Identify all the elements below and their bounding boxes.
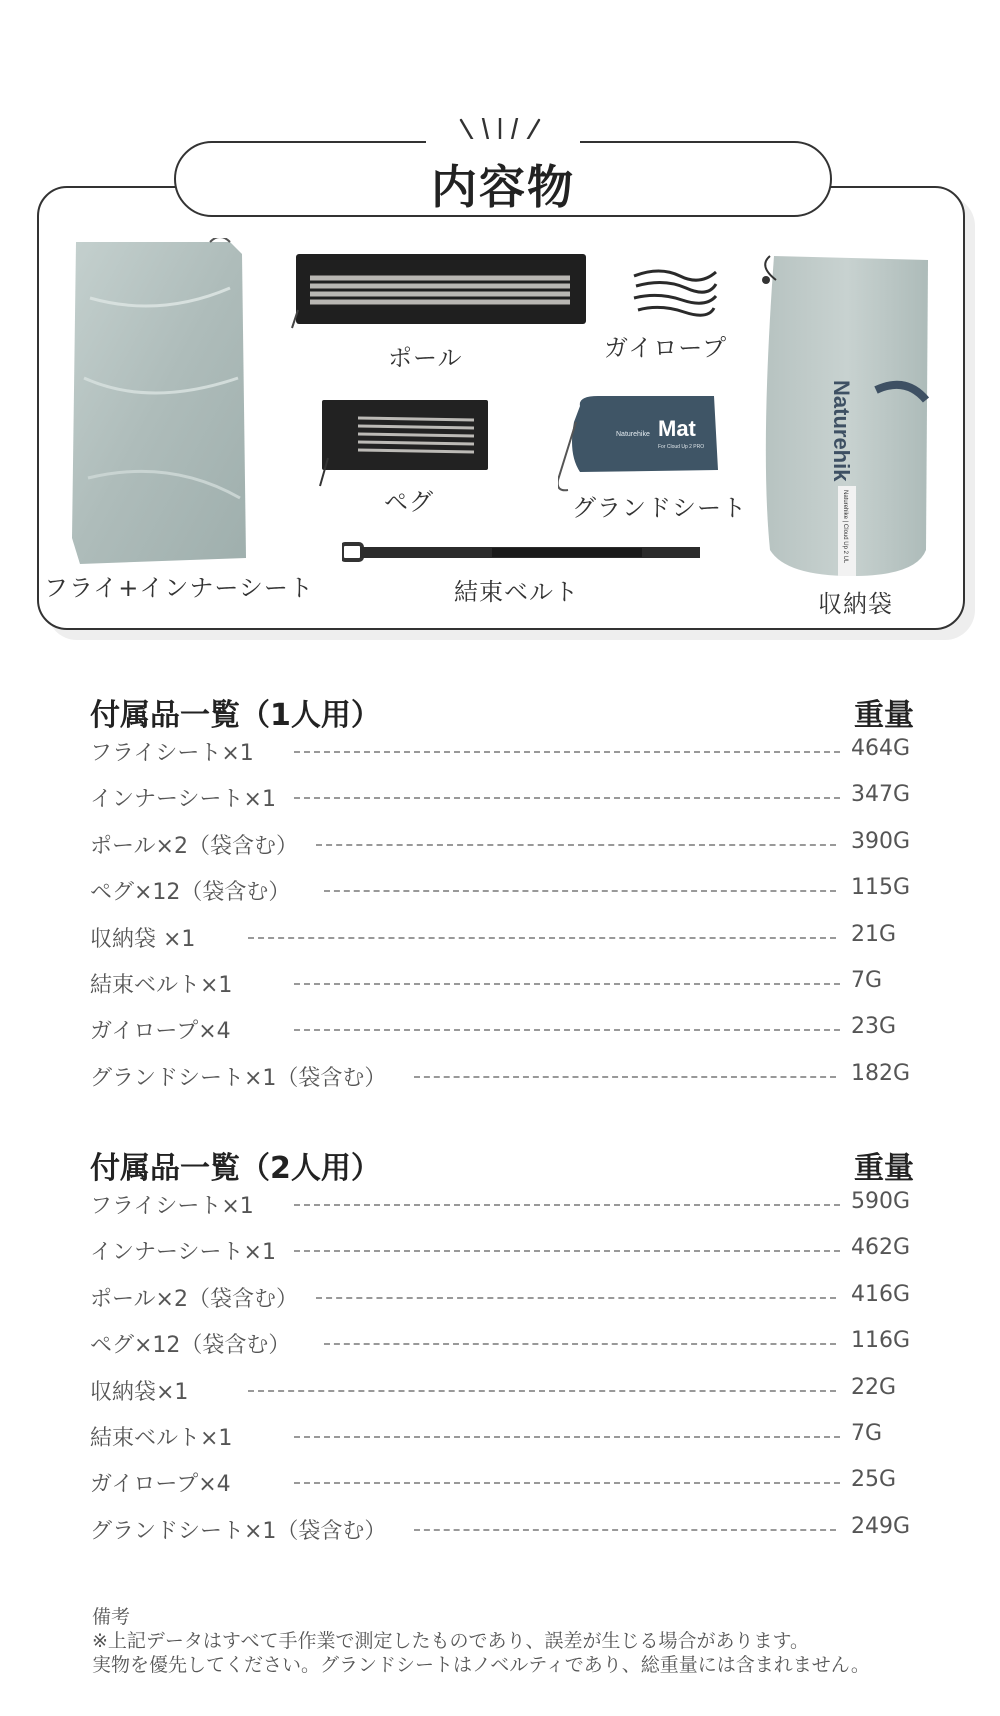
list-row <box>90 1421 914 1467</box>
weight-header: 重量 <box>854 698 914 733</box>
dotted-leader <box>248 937 836 939</box>
item-name: ガイロープ×4 <box>90 1014 231 1045</box>
list-row <box>90 1514 914 1560</box>
ground-sheet-label: グランドシート <box>572 494 747 522</box>
item-weight: 416G <box>851 1281 911 1307</box>
peg-label: ペグ <box>384 488 434 516</box>
pole-label: ポール <box>388 344 463 372</box>
dotted-leader <box>248 1390 836 1392</box>
notes-line-2: 実物を優先してください。グランドシートはノベルティであり、総重量には含まれません。 <box>92 1654 870 1676</box>
item-weight: 7G <box>851 1420 883 1446</box>
fly-inner-sheet-label: フライ+インナーシート <box>44 574 314 602</box>
item-weight: 249G <box>851 1513 911 1539</box>
dotted-leader <box>316 1297 836 1299</box>
notes <box>92 1605 870 1677</box>
item-name: 結束ベルト×1 <box>90 968 232 999</box>
list-row <box>90 1061 914 1107</box>
dotted-leader <box>294 751 840 753</box>
item-name: 収納袋 ×1 <box>90 922 195 953</box>
mat-title: Mat <box>658 416 696 441</box>
notes-heading: 備考 <box>92 1606 131 1628</box>
item-weight: 462G <box>851 1235 911 1261</box>
item-weight: 25G <box>851 1467 897 1493</box>
list-row <box>90 782 914 828</box>
item-weight: 182G <box>851 1060 911 1086</box>
item-name: グランドシート×1（袋含む） <box>90 1061 386 1092</box>
dotted-leader <box>294 1250 840 1252</box>
item-name: ポール×2（袋含む） <box>90 1282 298 1313</box>
list-row <box>90 922 914 968</box>
list-row <box>90 1235 914 1281</box>
dotted-leader <box>316 844 836 846</box>
pole-image <box>290 250 588 330</box>
bag-tag: Naturehike | Cloud Up 2 UL <box>842 490 848 564</box>
dotted-leader <box>294 1204 840 1206</box>
guy-rope-label: ガイロープ <box>604 334 728 362</box>
ground-sheet-image <box>558 392 726 496</box>
item-name: フライシート×1 <box>90 736 254 767</box>
dotted-leader <box>294 1482 840 1484</box>
list-header <box>90 690 914 736</box>
mat-brand: Naturehike <box>616 431 650 438</box>
item-name: ポール×2（袋含む） <box>90 829 298 860</box>
dotted-leader <box>294 983 840 985</box>
fly-inner-sheet-image <box>70 238 252 568</box>
belt-image <box>342 538 704 568</box>
list-title: 付属品一覧（2人用） <box>90 1151 381 1186</box>
list-row <box>90 829 914 875</box>
guy-rope-image <box>630 262 720 322</box>
list-row <box>90 968 914 1014</box>
list-row <box>90 1282 914 1328</box>
item-weight: 22G <box>851 1374 897 1400</box>
item-name: インナーシート×1 <box>90 1235 276 1266</box>
list-title: 付属品一覧（1人用） <box>90 698 381 733</box>
accessory-list-2person <box>90 1143 914 1560</box>
contents-title: 内容物 <box>431 160 575 214</box>
item-weight: 590G <box>851 1189 911 1214</box>
notes-line-1: ※上記データはすべて手作業で測定したものであり、誤差が生じる場合があります。 <box>92 1630 810 1652</box>
item-name: グランドシート×1（袋含む） <box>90 1514 386 1545</box>
contents-title-pill <box>174 141 832 217</box>
mat-subtitle: For Cloud Up 2 PRO <box>658 444 705 450</box>
list-row <box>90 875 914 921</box>
dotted-leader <box>294 1436 840 1438</box>
item-weight: 464G <box>851 736 911 761</box>
item-weight: 347G <box>851 782 911 808</box>
list-header <box>90 1143 914 1189</box>
item-name: フライシート×1 <box>90 1189 254 1220</box>
dotted-leader <box>324 890 836 892</box>
list-row <box>90 1189 914 1235</box>
accessory-list-1person <box>90 690 914 1107</box>
storage-bag-image <box>756 250 934 582</box>
item-weight: 23G <box>851 1014 897 1040</box>
item-weight: 115G <box>851 875 911 901</box>
item-weight: 116G <box>851 1328 911 1354</box>
item-name: ペグ×12（袋含む） <box>90 875 290 906</box>
list-row <box>90 736 914 782</box>
item-name: インナーシート×1 <box>90 782 276 813</box>
item-name: 結束ベルト×1 <box>90 1421 232 1452</box>
list-row <box>90 1375 914 1421</box>
dotted-leader <box>414 1076 836 1078</box>
dotted-leader <box>324 1343 836 1345</box>
dotted-leader <box>414 1529 836 1531</box>
item-weight: 390G <box>851 828 911 854</box>
bag-brand: Naturehik <box>829 380 854 482</box>
list-row <box>90 1328 914 1374</box>
item-name: ガイロープ×4 <box>90 1467 231 1498</box>
dotted-leader <box>294 797 840 799</box>
dotted-leader <box>294 1029 840 1031</box>
item-name: ペグ×12（袋含む） <box>90 1328 290 1359</box>
list-row <box>90 1014 914 1060</box>
list-row <box>90 1467 914 1513</box>
storage-bag-label: 収納袋 <box>818 590 893 618</box>
item-weight: 21G <box>851 921 897 947</box>
belt-label: 結束ベルト <box>454 578 579 606</box>
peg-image <box>318 398 490 490</box>
weight-header: 重量 <box>854 1151 914 1186</box>
item-name: 収納袋×1 <box>90 1375 188 1406</box>
item-weight: 7G <box>851 967 883 993</box>
